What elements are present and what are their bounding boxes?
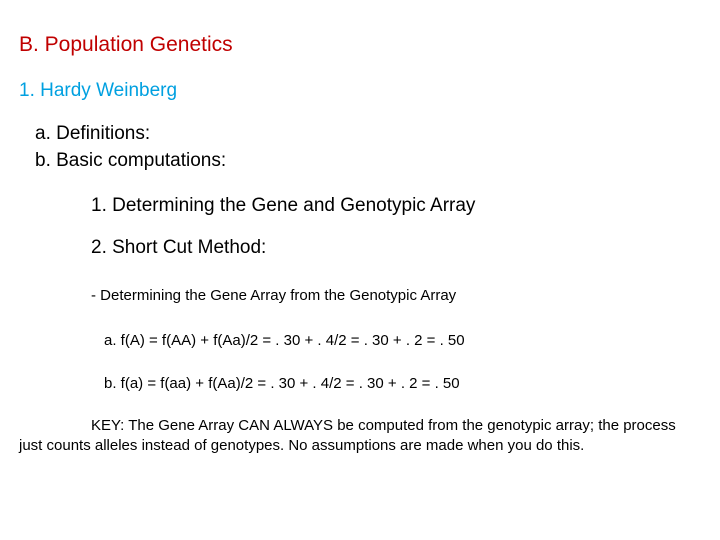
short-cut-method-item: 2. Short Cut Method: [91,237,267,258]
slide-subtitle: 1. Hardy Weinberg [19,80,178,101]
definitions-item: a. Definitions: [35,123,151,144]
equation-b: b. f(a) = f(aa) + f(Aa)/2 = . 30 + . 4/2 = . 30 + . 2 = . 50 [104,375,460,392]
gene-genotypic-array-item: 1. Determining the Gene and Genotypic Array [91,195,476,216]
slide-title: B. Population Genetics [19,33,233,56]
basic-computations-item: b. Basic computations: [35,150,227,171]
key-paragraph: KEY: The Gene Array CAN ALWAYS be computed from the genotypic array; the process just counts alleles instead of genotypes. No assumptions are made when you do this. [19,417,676,454]
method-description: - Determining the Gene Array from the Genotypic Array [91,287,457,304]
equation-a: a. f(A) = f(AA) + f(Aa)/2 = . 30 + . 4/2 = . 30 + . 2 = . 50 [104,332,465,349]
